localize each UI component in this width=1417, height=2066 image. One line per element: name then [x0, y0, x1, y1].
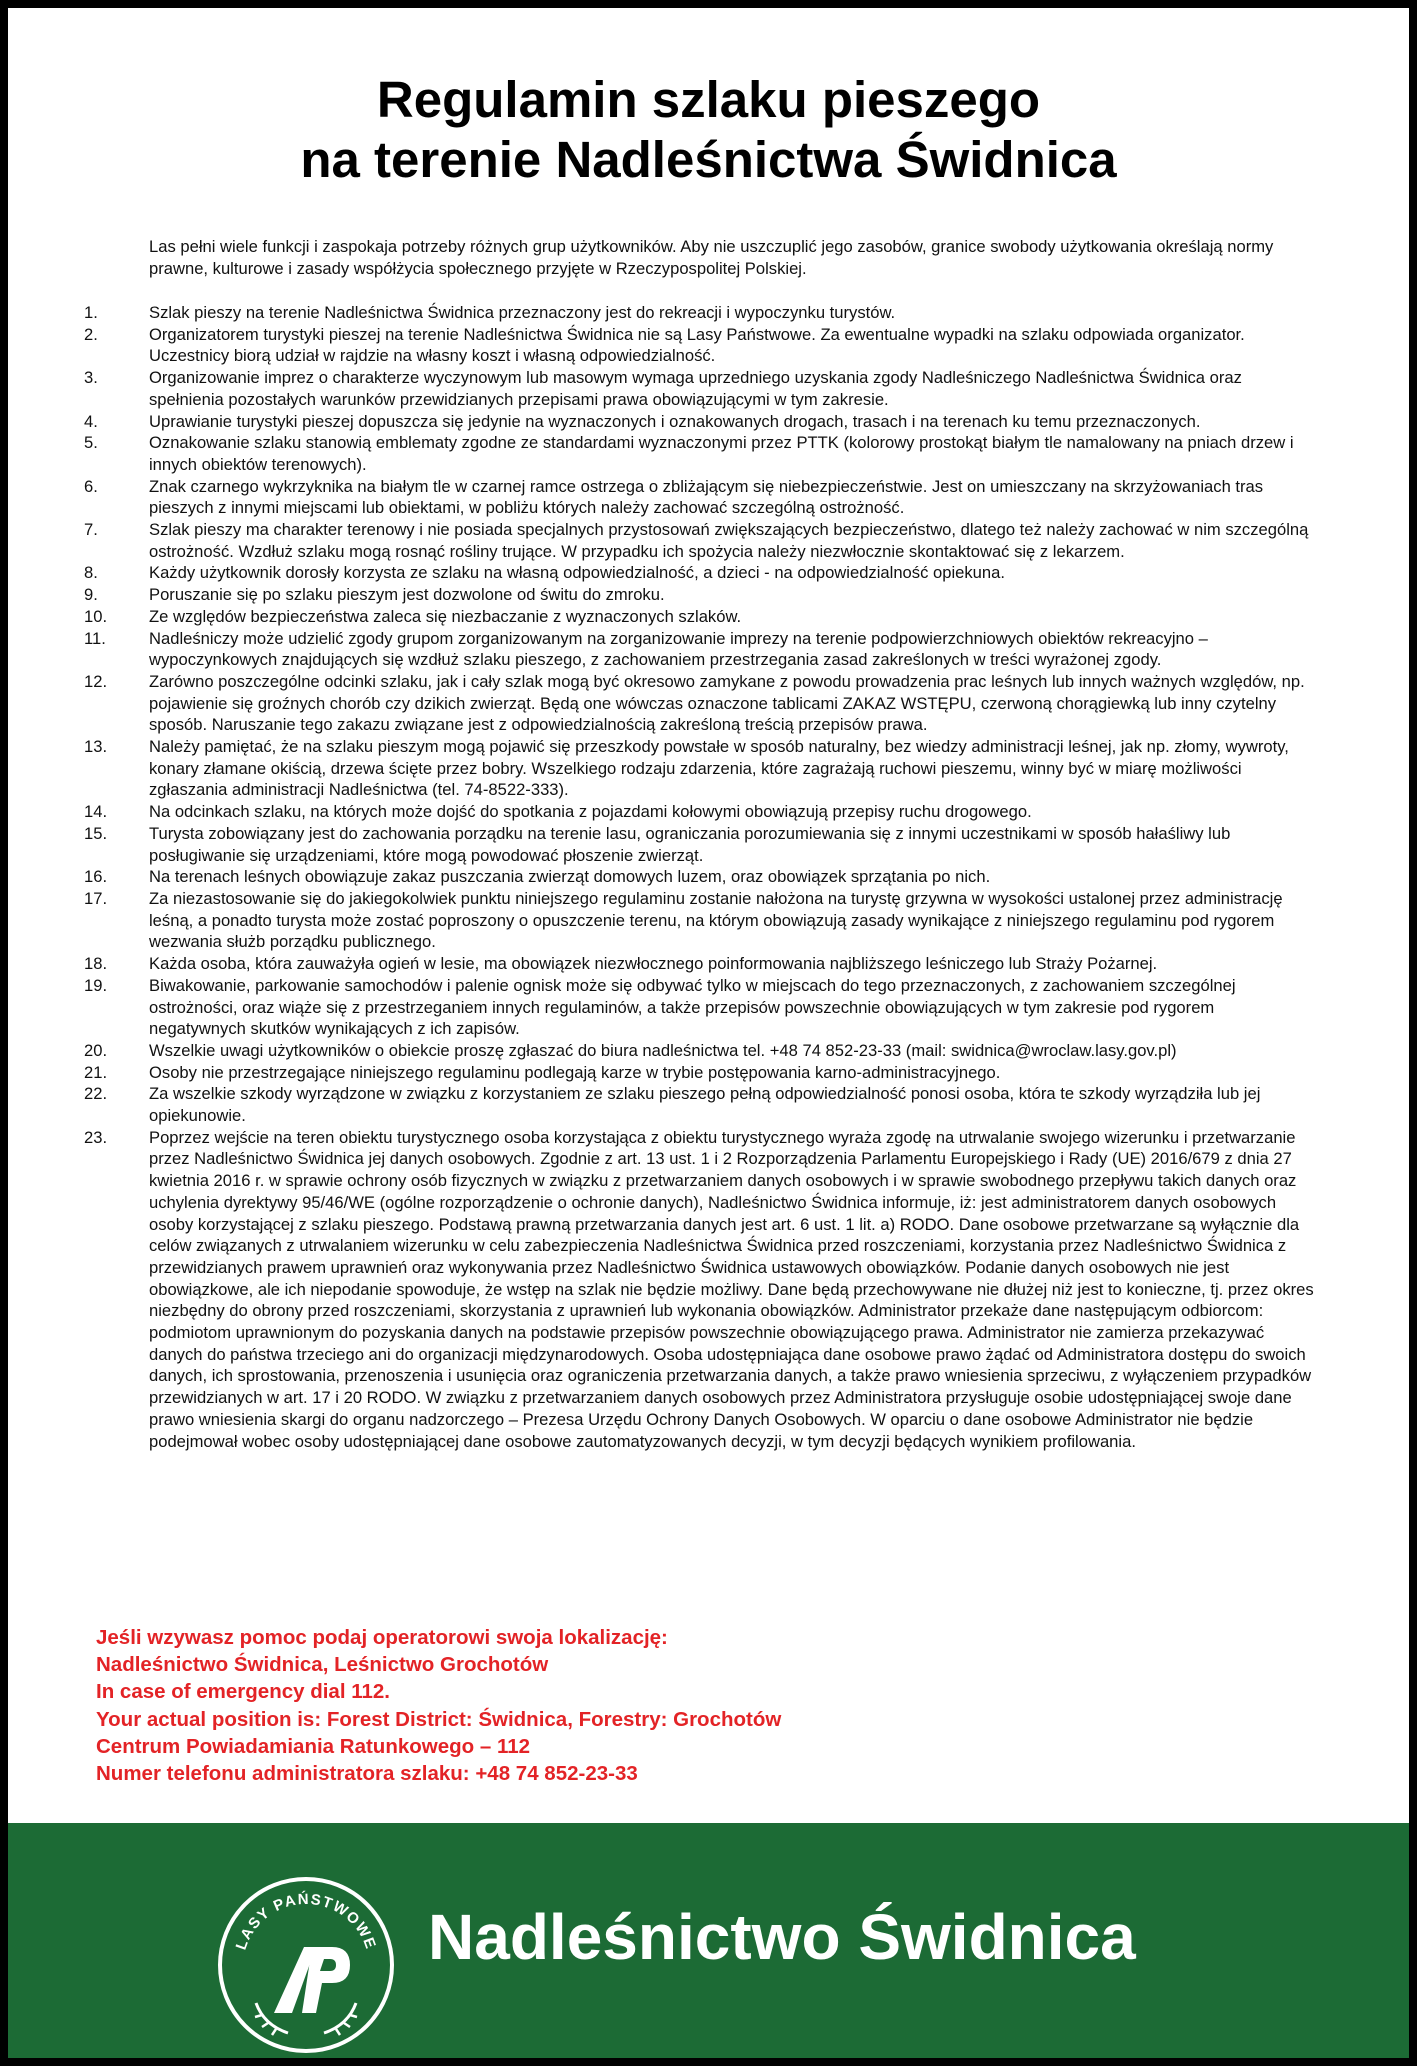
rule-text: Każda osoba, która zauważyła ogień w lesie, ma obowiązek niezwłocznego poinformowania najbliższego leśniczego lub Straży Pożarnej. [149, 954, 1158, 974]
rule-number: 9. [84, 585, 98, 605]
rule-number: 3. [84, 368, 98, 388]
rule-number: 23. [84, 1127, 108, 1147]
rule-item [84, 476, 1314, 519]
page-title [8, 70, 1409, 190]
rule-item [84, 562, 1314, 584]
rule-item [84, 411, 1314, 433]
rule-text: Ze względów bezpieczeństwa zaleca się niezbaczanie z wyznaczonych szlaków. [149, 606, 742, 626]
rule-number: 22. [84, 1084, 108, 1104]
rule-text: Za niezastosowanie się do jakiegokolwiek punktu niniejszego regulaminu zostanie nałożona na turystę grzywna w wysokości ustalonej przez administrację leśną, a ponadto turysta może zostać poproszony o opuszczenie terenu, na którym obowiązują zasady wynikające z niniejszego regulaminu pod rygorem wezwania służb porządku publicznego. [149, 888, 1283, 952]
rule-item [84, 866, 1314, 888]
title-line-1: Regulamin szlaku pieszego [376, 71, 1041, 128]
rule-number: 12. [84, 671, 108, 691]
rule-number: 14. [84, 802, 108, 822]
rule-number: 20. [84, 1040, 108, 1060]
rule-number: 17. [84, 888, 108, 908]
rule-text: Oznakowanie szlaku stanowią emblematy zgodne ze standardami wyznaczonymi przez PTTK (kolorowy prostokąt białym tle namalowany na pniach drzew i innych obiektów terenowych). [149, 433, 1294, 474]
rule-text: Wszelkie uwagi użytkowników o obiekcie proszę zgłaszać do biura nadleśnictwa tel. +48 74 852-23-33 (mail: swidnica@wroclaw.lasy.gov.pl) [149, 1040, 1177, 1060]
rule-item [84, 975, 1314, 1040]
rule-number: 15. [84, 823, 108, 843]
rule-number: 1. [84, 303, 98, 322]
emergency-line: In case of emergency dial 112. [96, 1680, 390, 1704]
rule-number: 2. [84, 324, 98, 344]
rule-number: 10. [84, 606, 108, 626]
rule-text: Organizowanie imprez o charakterze wyczynowym lub masowym wymaga uprzedniego uzyskania zgody Nadleśniczego Nadleśnictwa Świdnica oraz spełnienia pozostałych warunków przewidzianych przepisami prawa obowiązującymi w tym zakresie. [149, 368, 1242, 409]
logo-text: LASY PAŃSTWOWE [232, 1890, 380, 1953]
rule-item [84, 888, 1314, 953]
rule-text: Każdy użytkownik dorosły korzysta ze szlaku na własną odpowiedzialność, a dzieci - na odpowiedzialność opiekuna. [149, 563, 1005, 583]
rule-item [84, 801, 1314, 823]
rule-text: Należy pamiętać, że na szlaku pieszym mogą pojawić się przeszkody powstałe w sposób naturalny, bez wiedzy administracji leśnej, jak np. złomy, wywroty, konary złamane okiścią, drzewa ścięte przez bobry. Wszelkiego rodzaju zdarzenia, które zagrażają ruchowi pieszemu, winny być w miarę możliwości zgłaszania administracji Nadleśnictwa (tel. 74-8522-333). [149, 737, 1289, 800]
logo-mark-icon [255, 1947, 357, 2035]
rule-item [84, 367, 1314, 410]
emergency-line: Centrum Powiadamiania Ratunkowego – 112 [96, 1734, 531, 1758]
rule-item [84, 302, 1314, 324]
rule-text: Znak czarnego wykrzyknika na białym tle w czarnej ramce ostrzega o zbliżającym się niebezpieczeństwie. Jest on umieszczany na skrzyżowaniach tras pieszych z innymi miejscami lub obiektami, w pobliżu których należy zachować szczególną ostrożność. [149, 476, 1264, 518]
rule-number: 16. [84, 867, 108, 887]
rule-number: 7. [84, 520, 98, 540]
emergency-line: Jeśli wzywasz pomoc podaj operatorowi swoja lokalizację: [96, 1626, 668, 1649]
rule-number: 19. [84, 975, 108, 995]
emergency-line: Your actual position is: Forest District: Świdnica, Forestry: Grochotów [96, 1707, 782, 1731]
rule-item [84, 1062, 1314, 1084]
rule-number: 6. [84, 476, 98, 496]
rule-item [84, 953, 1314, 975]
rule-text: Osoby nie przestrzegające niniejszego regulaminu podlegają karze w trybie postępowania karno-administracyjnego. [149, 1062, 1001, 1082]
emergency-line: Nadleśnictwo Świdnica, Leśnictwo Grochotów [96, 1653, 549, 1677]
rule-item [84, 1040, 1314, 1062]
rules-list [84, 302, 1314, 1452]
rule-number: 4. [84, 411, 98, 431]
rule-number: 13. [84, 737, 108, 757]
rule-text: Turysta zobowiązany jest do zachowania porządku na terenie lasu, ograniczania porozumiewania się z innymi uczestnikami w sposób hałaśliwy lub posługiwanie się urządzeniami, które mogą powodować płoszenie zwierząt. [149, 823, 1231, 865]
rule-number: 21. [84, 1062, 108, 1082]
rule-text: Nadleśniczy może udzielić zgody grupom zorganizowanym na zorganizowanie imprezy na terenie podpowierzchniowych obiektów rekreacyjno – wypoczynkowych znajdujących się wzdłuż szlaku pieszego, z zachowaniem przestrzegania zasad zakreślonych w treści wyrażonej zgody. [149, 628, 1208, 670]
intro-paragraph: Las pełni wiele funkcji i zaspokaja potrzeby różnych grup użytkowników. Aby nie uszczuplić jego zasobów, granice swobody użytkowania określają normy prawne, kulturowe i zasady współżycia społecznego przyjęte w Rzeczypospolitej Polskiej. [149, 237, 1274, 278]
rule-text: Organizatorem turystyki pieszej na terenie Nadleśnictwa Świdnica nie są Lasy Państwowe. Za ewentualne wypadki na szlaku odpowiada organizator. Uczestnicy biorą udział w rajdzie na własny koszt i własną odpowiedzialność. [149, 324, 1245, 366]
rule-item [84, 823, 1314, 866]
forest-district-name: Nadleśnictwo Świdnica [428, 1901, 1136, 1973]
rule-number: 5. [84, 433, 98, 453]
rule-text: Zarówno poszczególne odcinki szlaku, jak i cały szlak mogą być okresowo zamykane z powodu prowadzenia prac leśnych lub innych ważnych względów, np. pojawienie się groźnych chorób czy dzikich zwierząt. Będą one wówczas oznaczone tablicami ZAKAZ WSTĘPU, czerwoną chorągiewką lub inny czytelny sposób. Naruszanie tego zakazu związane jest z odpowiedzialnością zakreśloną treścią przepisów prawa. [149, 671, 1305, 735]
rule-item [84, 628, 1314, 671]
emergency-info [96, 1624, 1296, 1787]
rule-text: Poruszanie się po szlaku pieszym jest dozwolone od świtu do zmroku. [149, 585, 665, 605]
rule-text: Szlak pieszy ma charakter terenowy i nie posiada specjalnych przystosowań zwiększających bezpieczeństwo, dlatego też należy zachować w nim szczególną ostrożność. Wzdłuż szlaku mogą rosnąć rośliny trujące. W przypadku ich spożycia należy niezwłocznie skontaktować się z lekarzem. [149, 520, 1309, 561]
rule-item [84, 584, 1314, 606]
rule-item [84, 519, 1314, 562]
lasy-panstwowe-logo [216, 1875, 396, 2055]
rule-text: Za wszelkie szkody wyrządzone w związku z korzystaniem ze szlaku pieszego pełną odpowiedzialność ponosi osoba, która te szkody wyrządziła lub jej opiekunowie. [149, 1084, 1261, 1126]
rule-text: Szlak pieszy na terenie Nadleśnictwa Świdnica przeznaczony jest do rekreacji i wypoczynku turystów. [149, 303, 896, 322]
logo-mark-text: LP [286, 1995, 288, 1996]
rule-text: Na odcinkach szlaku, na których może dojść do spotkania z pojazdami kołowymi obowiązują przepisy ruchu drogowego. [149, 802, 1032, 822]
rule-text: Poprzez wejście na teren obiektu turystycznego osoba korzystająca z obiektu turystycznego wyraża zgodę na utrwalanie swojego wizerunku i przetwarzanie przez Nadleśnictwo Świdnica jej danych osobowych. Zgodnie z art. 13 ust. 1 i 2 Rozporządzenia Parlamentu Europejskiego i Rady (UE) 2016/679 z dnia 27 kwietnia 2016 r. w sprawie ochrony osób fizycznych w związku z przetwarzaniem danych osobowych i w sprawie swobodnego przepływu takich danych oraz uchylenia dyrektywy 95/46/WE (ogólne rozporządzenie o ochronie danych), Nadleśnictwo Świdnica informuje, iż: jest administratorem danych osobowych osoby korzystającej z szlaku pieszego. Podstawą prawną przetwarzania danych jest art. 6 ust. 1 lit. a) RODO. Dane osobowe przetwarzane są wyłącznie dla celów związanych z utrwalaniem wizerunku w celu zabezpieczenia Nadleśnictwa Świdnica przed roszczeniami, korzystania przez Nadleśnictwo Świdnica z przewidzianych prawem uprawnień oraz wykonywania przez Nadleśnictwo Świdnica ustawowych obowiązków. Podanie danych osobowych nie jest obowiązkowe, ale ich niepodanie spowoduje, że wstęp na szlak nie będzie możliwy. Dane będą przechowywane nie dłużej niż jest to konieczne, tj. przez okres niezbędny do obrony przed roszczeniami, skorzystania z uprawnień lub wykonania obowiązków. Administrator przekaże dane następującym odbiorcom: podmiotom uprawnionym do pozyskania danych na podstawie przepisów powszechnie obowiązującego prawa. Administrator nie zamierza przekazywać danych do państwa trzeciego ani do organizacji międzynarodowych. Osoba udostępniająca dane osobowe prawo żądać od Administratora dostępu do swoich danych, ich sprostowania, przenoszenia i usunięcia oraz ograniczenia przetwarzania danych, a także prawo wniesienia sprzeciwu, z wyłączeniem przypadków przewidzianych w art. 17 i 20 RODO. W związku z przetwarzaniem danych osobowych przez Administratora przysługuje osobie udostępniającej swoje dane prawo wniesienia skargi do organu nadzorczego – Prezesa Urzędu Ochrony Danych Osobowych. W oparciu o dane osobowe Administrator nie będzie podejmował wobec osoby udostępniającej dane osobowe zautomatyzowanych decyzji, w tym decyzji będących wynikiem profilowania. [149, 1127, 1314, 1451]
rule-text: Biwakowanie, parkowanie samochodów i palenie ognisk może się odbywać tylko w miejscach do tego przeznaczonych, z zachowaniem szczególnej ostrożności, oraz wiąże się z przestrzeganiem innych regulaminów, a także przepisów powszechnie obowiązujących w tym zakresie pod rygorem negatywnych skutków wynikających z ich zapisów. [149, 975, 1236, 1039]
rule-item [84, 1083, 1314, 1126]
rule-item [84, 606, 1314, 628]
rule-item [84, 671, 1314, 736]
rule-number: 18. [84, 954, 108, 974]
emergency-line: Numer telefonu administratora szlaku: +48 74 852-23-33 [96, 1762, 638, 1786]
rule-text: Na terenach leśnych obowiązuje zakaz puszczania zwierząt domowych luzem, oraz obowiązek sprzątania po nich. [149, 867, 991, 887]
rule-number: 8. [84, 563, 98, 583]
footer-band [8, 1823, 1409, 2058]
rule-text: Uprawianie turystyki pieszej dopuszcza się jedynie na wyznaczonych i oznakowanych drogach, trasach i na terenach ku temu przeznaczonych. [149, 411, 1201, 431]
rule-number: 11. [84, 628, 106, 648]
title-line-2: na terenie Nadleśnictwa Świdnica [300, 131, 1117, 188]
rule-item [84, 324, 1314, 367]
rule-item [84, 1127, 1314, 1453]
rule-item [84, 736, 1314, 801]
rule-item [84, 432, 1314, 475]
